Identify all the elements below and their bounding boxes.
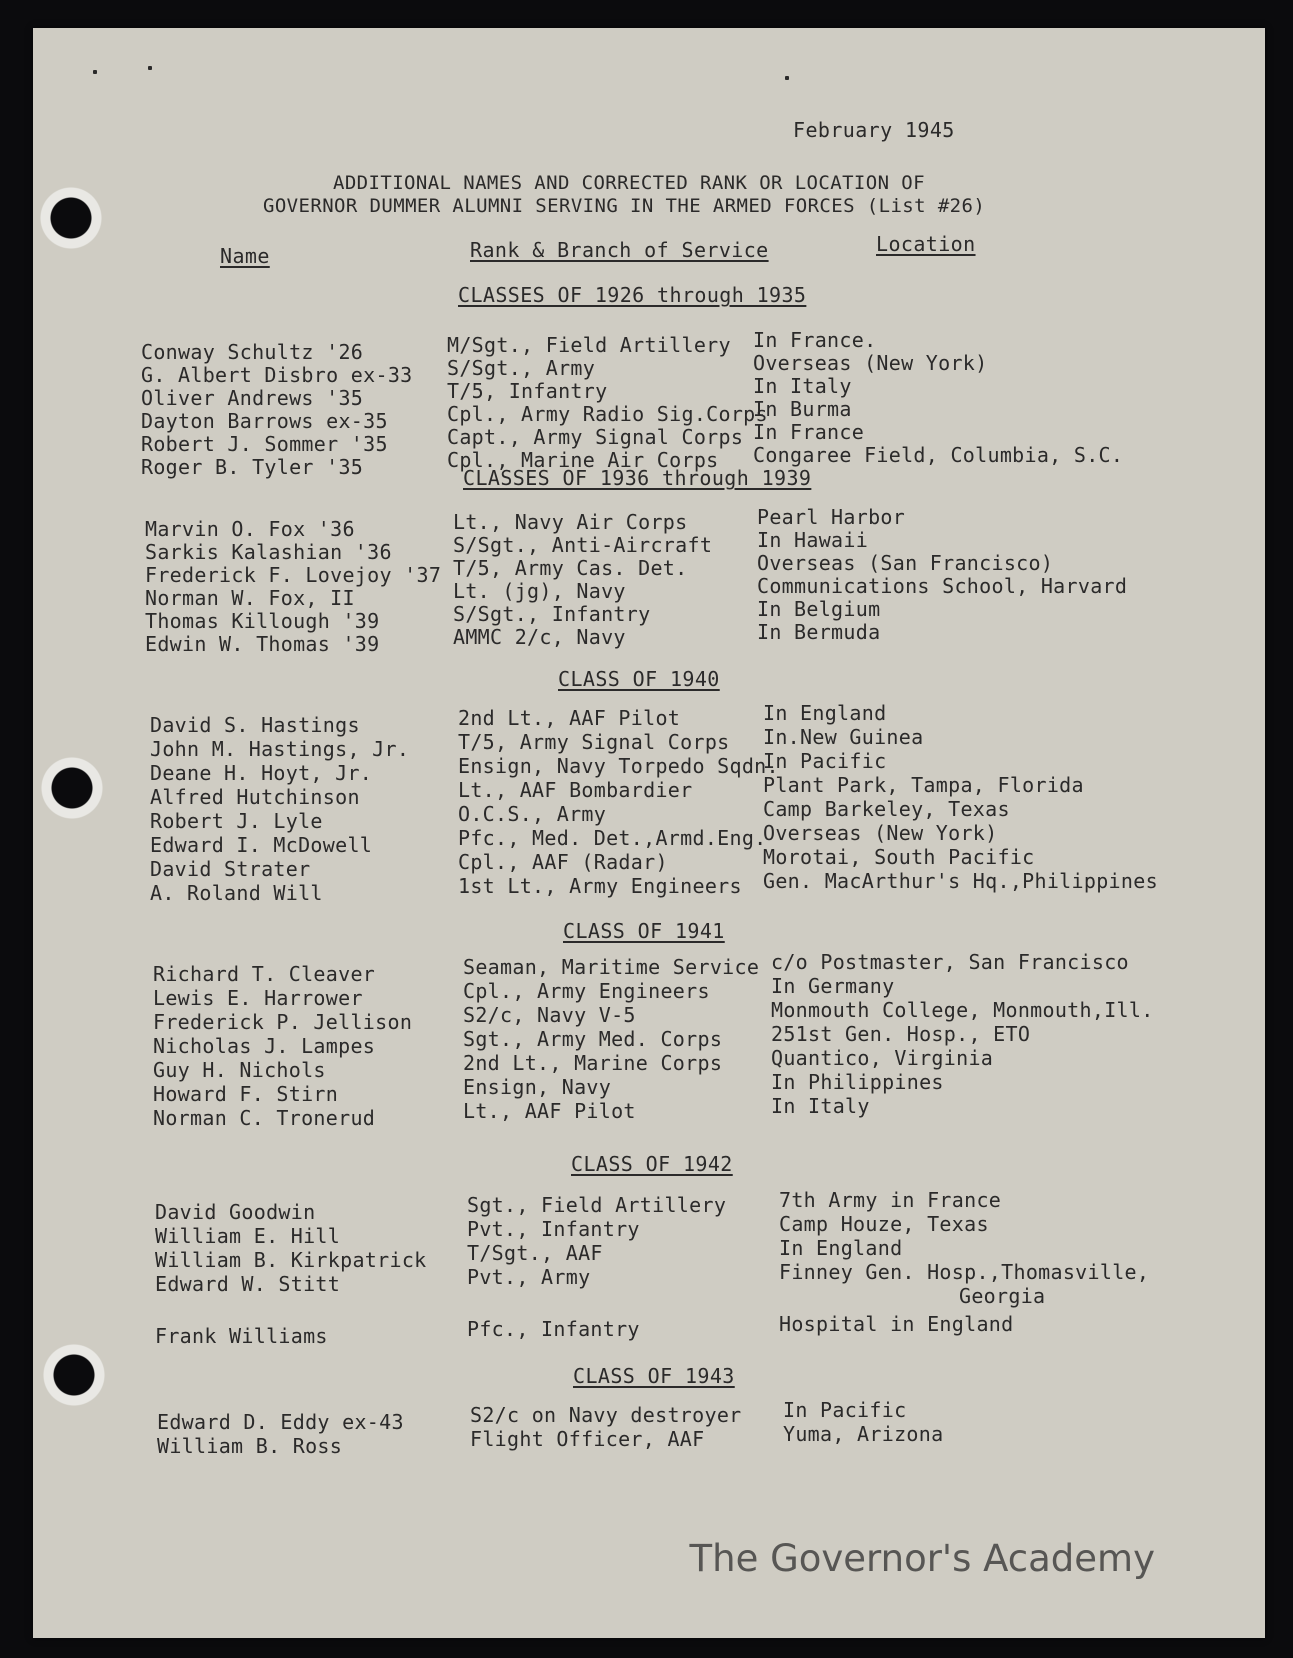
alumnus-name: Sarkis Kalashian '36 [145, 540, 392, 564]
service-location: In Pacific [763, 749, 887, 773]
alumnus-name: Lewis E. Harrower [153, 986, 363, 1010]
rank-branch: 2nd Lt., AAF Pilot [458, 706, 681, 730]
ink-speck [148, 66, 152, 70]
rank-branch: Sgt., Field Artillery [467, 1193, 727, 1217]
punch-hole [33, 1332, 117, 1418]
alumnus-name: David Goodwin [155, 1200, 316, 1224]
alumnus-name: Deane H. Hoyt, Jr. [150, 761, 373, 785]
alumnus-name: Roger B. Tyler '35 [141, 455, 364, 479]
service-location: In.New Guinea [763, 725, 924, 749]
rank-branch: 1st Lt., Army Engineers [458, 874, 742, 898]
service-location: Overseas (San Francisco) [757, 551, 1054, 575]
section-heading: CLASSES OF 1936 through 1939 [463, 466, 812, 490]
rank-branch: S2/c on Navy destroyer [470, 1403, 742, 1427]
alumnus-name: Howard F. Stirn [153, 1082, 339, 1106]
alumnus-name: William E. Hill [155, 1224, 341, 1248]
alumnus-name: William B. Ross [157, 1434, 343, 1458]
service-location: Communications School, Harvard [757, 574, 1128, 598]
rank-branch: Flight Officer, AAF [470, 1427, 705, 1451]
rank-branch: O.C.S., Army [458, 802, 607, 826]
column-header-location: Location [876, 232, 976, 256]
rank-branch: Seaman, Maritime Service [463, 955, 760, 979]
rank-branch: Pvt., Army [467, 1265, 591, 1289]
alumnus-name: David Strater [150, 857, 311, 881]
rank-branch: S2/c, Navy V-5 [463, 1003, 636, 1027]
service-location: In France. [753, 328, 877, 352]
rank-branch: AMMC 2/c, Navy [453, 625, 626, 649]
alumnus-name: John M. Hastings, Jr. [150, 737, 410, 761]
rank-branch: M/Sgt., Field Artillery [447, 333, 731, 357]
service-location: c/o Postmaster, San Francisco [771, 950, 1129, 974]
alumnus-name: Oliver Andrews '35 [141, 386, 364, 410]
service-location: Hospital in England [779, 1312, 1014, 1336]
service-location: Congaree Field, Columbia, S.C. [753, 443, 1124, 467]
service-location: Plant Park, Tampa, Florida [763, 773, 1084, 797]
rank-branch: T/5, Army Signal Corps [458, 730, 730, 754]
service-location: In Germany [771, 974, 895, 998]
rank-branch: Cpl., AAF (Radar) [458, 850, 668, 874]
document-date: February 1945 [793, 118, 955, 142]
alumnus-name: Norman C. Tronerud [153, 1106, 376, 1130]
document-title-line1: ADDITIONAL NAMES AND CORRECTED RANK OR LOCATION OF [333, 172, 925, 194]
service-location: Yuma, Arizona [783, 1422, 944, 1446]
service-location: In Pacific [783, 1398, 907, 1422]
rank-branch: S/Sgt., Army [447, 356, 596, 380]
section-heading: CLASS OF 1942 [571, 1152, 733, 1176]
watermark: The Governor's Academy [689, 1537, 1155, 1580]
rank-branch: T/Sgt., AAF [467, 1241, 603, 1265]
rank-branch: Cpl., Army Engineers [463, 979, 710, 1003]
rank-branch: Ensign, Navy Torpedo Sqdn. [458, 754, 779, 778]
alumnus-name: G. Albert Disbro ex-33 [141, 363, 413, 387]
section-heading: CLASS OF 1941 [563, 919, 725, 943]
alumnus-name: Edward I. McDowell [150, 833, 373, 857]
alumnus-name: Frederick P. Jellison [153, 1010, 413, 1034]
service-location: Monmouth College, Monmouth,Ill. [771, 998, 1154, 1022]
section-heading: CLASSES OF 1926 through 1935 [458, 283, 807, 307]
alumnus-name: William B. Kirkpatrick [155, 1248, 427, 1272]
ink-speck [785, 76, 789, 80]
service-location: Quantico, Virginia [771, 1046, 994, 1070]
service-location: In England [763, 701, 887, 725]
rank-branch: T/5, Army Cas. Det. [453, 556, 688, 580]
column-header-rank: Rank & Branch of Service [470, 238, 769, 262]
rank-branch: Lt., AAF Bombardier [458, 778, 693, 802]
alumnus-name: Richard T. Cleaver [153, 962, 376, 986]
service-location: In Hawaii [757, 528, 869, 552]
ink-speck [93, 70, 97, 74]
service-location: Morotai, South Pacific [763, 845, 1035, 869]
rank-branch: Lt., Navy Air Corps [453, 510, 688, 534]
alumnus-name: Edwin W. Thomas '39 [145, 632, 380, 656]
rank-branch: Ensign, Navy [463, 1075, 612, 1099]
section-heading: CLASS OF 1940 [558, 667, 720, 691]
service-location: 251st Gen. Hosp., ETO [771, 1022, 1031, 1046]
alumnus-name: Dayton Barrows ex-35 [141, 409, 388, 433]
rank-branch: Sgt., Army Med. Corps [463, 1027, 723, 1051]
service-location: In Philippines [771, 1070, 944, 1094]
service-location: Pearl Harbor [757, 505, 906, 529]
service-location: In France [753, 420, 865, 444]
rank-branch: Pvt., Infantry [467, 1217, 640, 1241]
alumnus-name: Edward W. Stitt [155, 1272, 341, 1296]
rank-branch: Lt. (jg), Navy [453, 579, 626, 603]
service-location: In England [779, 1236, 903, 1260]
service-location: Camp Barkeley, Texas [763, 797, 1010, 821]
service-location: Overseas (New York) [753, 351, 988, 375]
rank-branch: Pfc., Med. Det.,Armd.Eng. [458, 826, 767, 850]
alumnus-name: Frederick F. Lovejoy '37 [145, 563, 442, 587]
rank-branch: S/Sgt., Infantry [453, 602, 651, 626]
alumnus-name: Frank Williams [155, 1324, 328, 1348]
rank-branch: Cpl., Marine Air Corps [447, 448, 719, 472]
column-header-name: Name [220, 244, 270, 268]
punch-hole [33, 175, 114, 261]
rank-branch: Cpl., Army Radio Sig.Corps [447, 402, 768, 426]
alumnus-name: Thomas Killough '39 [145, 609, 380, 633]
alumnus-name: Nicholas J. Lampes [153, 1034, 376, 1058]
alumnus-name: Robert J. Sommer '35 [141, 432, 388, 456]
alumnus-name: Alfred Hutchinson [150, 785, 360, 809]
rank-branch: Pfc., Infantry [467, 1317, 640, 1341]
document-page [33, 28, 1265, 1638]
service-location: In Italy [753, 374, 852, 398]
alumnus-name: Edward D. Eddy ex-43 [157, 1410, 404, 1434]
service-location: Camp Houze, Texas [779, 1212, 989, 1236]
service-location: Georgia [959, 1284, 1046, 1308]
punch-hole [33, 745, 115, 831]
rank-branch: Lt., AAF Pilot [463, 1099, 636, 1123]
alumnus-name: Marvin O. Fox '36 [145, 517, 355, 541]
alumnus-name: A. Roland Will [150, 881, 323, 905]
service-location: In Bermuda [757, 620, 881, 644]
alumnus-name: Guy H. Nichols [153, 1058, 326, 1082]
service-location: Overseas (New York) [763, 821, 998, 845]
rank-branch: T/5, Infantry [447, 379, 608, 403]
alumnus-name: David S. Hastings [150, 713, 360, 737]
service-location: In Italy [771, 1094, 870, 1118]
service-location: 7th Army in France [779, 1188, 1002, 1212]
service-location: Gen. MacArthur's Hq.,Philippines [763, 869, 1158, 893]
alumnus-name: Norman W. Fox, II [145, 586, 355, 610]
alumnus-name: Robert J. Lyle [150, 809, 323, 833]
section-heading: CLASS OF 1943 [573, 1364, 735, 1388]
service-location: In Belgium [757, 597, 881, 621]
service-location: In Burma [753, 397, 852, 421]
service-location: Finney Gen. Hosp.,Thomasville, [779, 1260, 1150, 1284]
rank-branch: S/Sgt., Anti-Aircraft [453, 533, 713, 557]
rank-branch: 2nd Lt., Marine Corps [463, 1051, 723, 1075]
alumnus-name: Conway Schultz '26 [141, 340, 364, 364]
document-title-line2: GOVERNOR DUMMER ALUMNI SERVING IN THE ARMED FORCES (List #26) [263, 195, 986, 217]
rank-branch: Capt., Army Signal Corps [447, 425, 744, 449]
